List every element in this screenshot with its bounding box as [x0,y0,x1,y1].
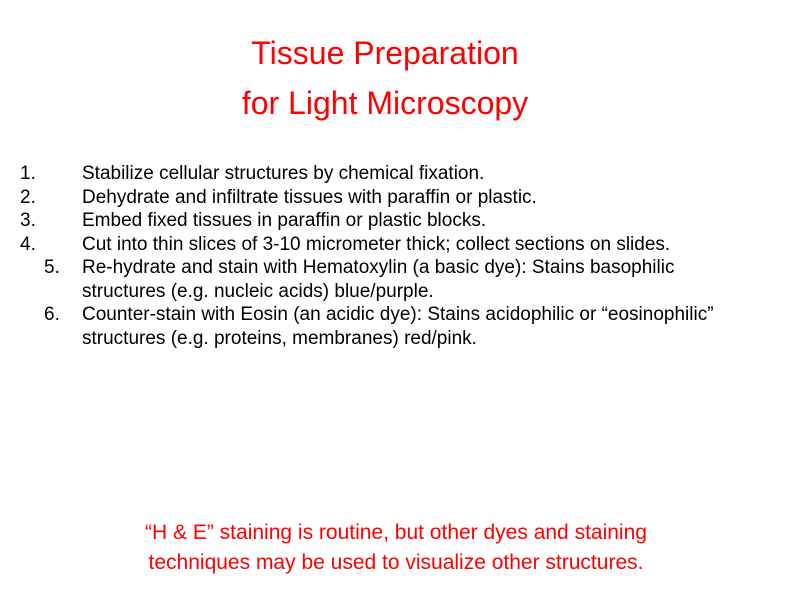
step-item [0,233,792,257]
staining-note-line-2: techniques may be used to visualize other structures. [148,551,644,574]
staining-note-line-1: “H & E” staining is routine, but other dyes and staining [145,521,647,544]
step-number: 4. [20,233,36,255]
procedure-steps-list [0,162,792,350]
slide-title [0,28,770,128]
step-number: 1. [20,163,36,184]
step-item [0,162,792,186]
step-number: 5. [44,257,60,278]
step-number: 3. [20,210,36,231]
slide-title-line-2: for Light Microscopy [241,85,529,121]
staining-note [0,518,792,578]
step-text: Re-hydrate and stain with Hematoxylin (a basic dye): Stains basophilic structures (e.g. nucleic acids) blue/purple. [82,257,675,302]
step-text: Stabilize cellular structures by chemical fixation. [82,163,485,184]
step-text: Dehydrate and infiltrate tissues with paraffin or plastic. [82,186,537,208]
step-item [0,186,792,210]
step-number: 2. [20,186,36,208]
step-item [0,209,792,233]
step-number: 6. [44,304,60,325]
step-item [0,303,792,350]
step-text: Cut into thin slices of 3-10 micrometer thick; collect sections on slides. [82,233,671,255]
slide-title-line-1: Tissue Preparation [251,35,519,71]
step-item [0,256,792,303]
step-text: Embed fixed tissues in paraffin or plastic blocks. [82,210,487,231]
step-text: Counter-stain with Eosin (an acidic dye): Stains acidophilic or “eosinophilic” structures (e.g. proteins, membranes) red/pink. [82,304,714,349]
